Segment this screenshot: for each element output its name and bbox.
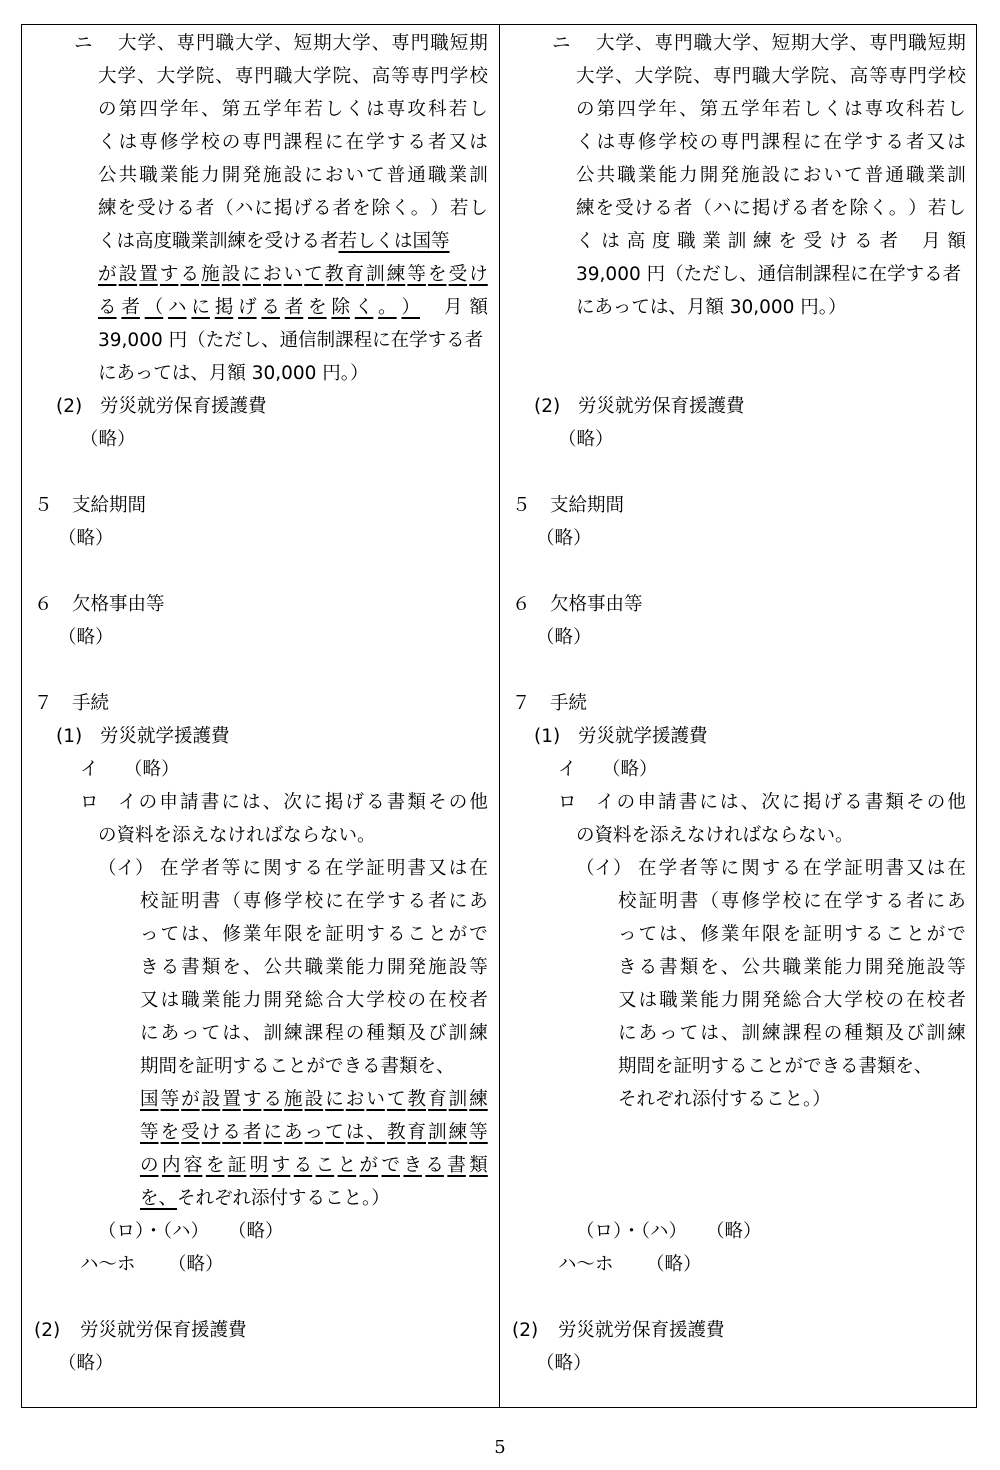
section-number: ５ <box>512 495 531 516</box>
text-line: にあっては、月額 30,000 円。） <box>576 297 847 318</box>
section-title: 労災就学援護費 <box>578 726 708 747</box>
text-line: く は 専 修 学 校 の 専 門 課 程 に 在 学 す る 者 又 は <box>576 132 966 153</box>
section-number: ７ <box>512 693 531 714</box>
text-line: の 第 四 学 年 、 第 五 学 年 若 し く は 専 攻 科 若 し <box>576 99 966 120</box>
text-line: っ て は 、 修 業 年 限 を 証 明 す る こ と が で <box>618 924 966 945</box>
section-title: 手続 <box>550 693 588 714</box>
amended-text: が 設 置 す る 施 設 に お い て 教 育 訓 練 等 を 受 け <box>98 264 488 285</box>
text-line: き る 書 類 を 、 公 共 職 業 能 力 開 発 施 設 等 <box>618 957 966 978</box>
item-label: ロ <box>558 792 577 813</box>
section-title: 支給期間 <box>72 495 147 516</box>
section-number: ６ <box>34 594 53 615</box>
text-line: っ て は 、 修 業 年 限 を 証 明 す る こ と が で <box>140 924 488 945</box>
item-label: （イ） <box>576 858 632 879</box>
section-number: (1) <box>534 726 561 747</box>
section-title: 欠格事由等 <box>72 594 165 615</box>
text-line <box>140 1186 390 1212</box>
omitted-text: （略） <box>58 1353 114 1374</box>
text-line: 期間を証明することができる書類を、 <box>140 1056 455 1077</box>
omitted-text: （略） <box>602 759 658 780</box>
text-line: 在 学 者 等 に 関 す る 在 学 証 明 書 又 は 在 <box>638 858 966 879</box>
text-line: 公 共 職 業 能 力 開 発 施 設 に お い て 普 通 職 業 訓 <box>576 165 966 186</box>
item-ni-label: ニ <box>74 33 93 54</box>
section-title: 支給期間 <box>550 495 625 516</box>
omitted-text: （略） <box>58 627 114 648</box>
item-label: ロ <box>80 792 99 813</box>
text-line: 大 学 、 大 学 院 、 専 門 職 大 学 院 、 高 等 専 門 学 校 <box>576 66 966 87</box>
item-label: ハ～ホ <box>80 1254 136 1275</box>
text-line: の資料を添えなければならない。 <box>98 825 376 846</box>
text-line: イ の 申 請 書 に は 、 次 に 掲 げ る 書 類 そ の 他 <box>118 792 488 813</box>
text-line: 大 学 、 専 門 職 大 学 、 短 期 大 学 、 専 門 職 短 期 <box>118 33 488 54</box>
text-line: 公 共 職 業 能 力 開 発 施 設 に お い て 普 通 職 業 訓 <box>98 165 488 186</box>
omitted-text: （略） <box>124 759 180 780</box>
section-title: 欠格事由等 <box>550 594 643 615</box>
section-title: 手続 <box>72 693 110 714</box>
section-number: (2) <box>534 396 561 417</box>
omitted-text: （略） <box>558 429 614 450</box>
text-line: き る 書 類 を 、 公 共 職 業 能 力 開 発 施 設 等 <box>140 957 488 978</box>
text-plain: それぞれ添付すること。） <box>177 1188 390 1209</box>
text-line: に あ っ て は 、 訓 練 課 程 の 種 類 及 び 訓 練 <box>140 1023 488 1044</box>
amended-text: の 内 容 を 証 明 す る こ と が で き る 書 類 <box>140 1155 488 1176</box>
item-label: イ <box>558 759 577 780</box>
item-label: イ <box>80 759 99 780</box>
item-label: （ロ）・（ハ） <box>98 1221 210 1242</box>
omitted-text: （略） <box>58 528 114 549</box>
amount-label: 月 額 <box>444 297 488 318</box>
text-line: それぞれ添付すること。） <box>618 1089 831 1110</box>
amended-text: 国 等 が 設 置 す る 施 設 に お い て 教 育 訓 練 <box>140 1089 488 1110</box>
amended-text: を、 <box>140 1188 178 1209</box>
amended-text: 等 を 受 け る 者 に あ っ て は 、 教 育 訓 練 等 <box>140 1122 488 1143</box>
text-plain: くは高度職業訓練を受ける者 <box>98 231 339 252</box>
page-number: 5 <box>494 1437 506 1458</box>
text-line: く は 専 修 学 校 の 専 門 課 程 に 在 学 す る 者 又 は <box>98 132 488 153</box>
item-label: （イ） <box>98 858 154 879</box>
section-title: 労災就労保育援護費 <box>100 396 267 417</box>
section-title: 労災就労保育援護費 <box>578 396 745 417</box>
omitted-text: （略） <box>228 1221 284 1242</box>
text-line: にあっては、月額 30,000 円。） <box>98 363 369 384</box>
text-line: 又 は 職 業 能 力 開 発 総 合 大 学 校 の 在 校 者 <box>140 990 488 1011</box>
text-line: 又 は 職 業 能 力 開 発 総 合 大 学 校 の 在 校 者 <box>618 990 966 1011</box>
text-line: の 第 四 学 年 、 第 五 学 年 若 し く は 専 攻 科 若 し <box>98 99 488 120</box>
section-number: ６ <box>512 594 531 615</box>
item-label: ハ～ホ <box>558 1254 614 1275</box>
text-line: 39,000 円（ただし、通信制課程に在学する者 <box>98 330 484 351</box>
section-title: 労災就労保育援護費 <box>80 1320 247 1341</box>
omitted-text: （略） <box>536 1353 592 1374</box>
text-line <box>98 229 450 255</box>
item-label: （ロ）・（ハ） <box>576 1221 688 1242</box>
text-line: 期間を証明することができる書類を、 <box>618 1056 933 1077</box>
omitted-text: （略） <box>536 528 592 549</box>
section-number: (2) <box>34 1320 61 1341</box>
text-line: 練 を 受 け る 者 （ ハ に 掲 げ る 者 を 除 く 。 ） 若 し <box>576 198 966 219</box>
text-line: 練 を 受 け る 者 （ ハ に 掲 げ る 者 を 除 く 。 ） 若 し <box>98 198 488 219</box>
text-line: 在 学 者 等 に 関 す る 在 学 証 明 書 又 は 在 <box>160 858 488 879</box>
text-line: 39,000 円（ただし、通信制課程に在学する者 <box>576 264 962 285</box>
column-divider <box>499 25 500 1407</box>
omitted-text: （略） <box>646 1254 702 1275</box>
amount-label: 月 額 <box>922 231 966 252</box>
section-number: (2) <box>56 396 83 417</box>
section-number: ５ <box>34 495 53 516</box>
omitted-text: （略） <box>706 1221 762 1242</box>
text-line: 校 証 明 書 （ 専 修 学 校 に 在 学 す る 者 に あ <box>140 891 488 912</box>
text-line: 大 学 、 専 門 職 大 学 、 短 期 大 学 、 専 門 職 短 期 <box>596 33 966 54</box>
text-line: く は 高 度 職 業 訓 練 を 受 け る 者 <box>576 231 898 252</box>
item-ni-label: ニ <box>552 33 571 54</box>
amended-text: 若しくは国等 <box>338 231 450 252</box>
text-line: の資料を添えなければならない。 <box>576 825 854 846</box>
section-number: (2) <box>512 1320 539 1341</box>
section-title: 労災就労保育援護費 <box>558 1320 725 1341</box>
text-line: 校 証 明 書 （ 専 修 学 校 に 在 学 す る 者 に あ <box>618 891 966 912</box>
amended-text: る 者 （ ハ に 掲 げ る 者 を 除 く 。 ） <box>98 297 420 318</box>
section-number: ７ <box>34 693 53 714</box>
text-line: イ の 申 請 書 に は 、 次 に 掲 げ る 書 類 そ の 他 <box>596 792 966 813</box>
text-line: に あ っ て は 、 訓 練 課 程 の 種 類 及 び 訓 練 <box>618 1023 966 1044</box>
omitted-text: （略） <box>168 1254 224 1275</box>
omitted-text: （略） <box>80 429 136 450</box>
omitted-text: （略） <box>536 627 592 648</box>
text-line: 大 学 、 大 学 院 、 専 門 職 大 学 院 、 高 等 専 門 学 校 <box>98 66 488 87</box>
section-title: 労災就学援護費 <box>100 726 230 747</box>
section-number: (1) <box>56 726 83 747</box>
